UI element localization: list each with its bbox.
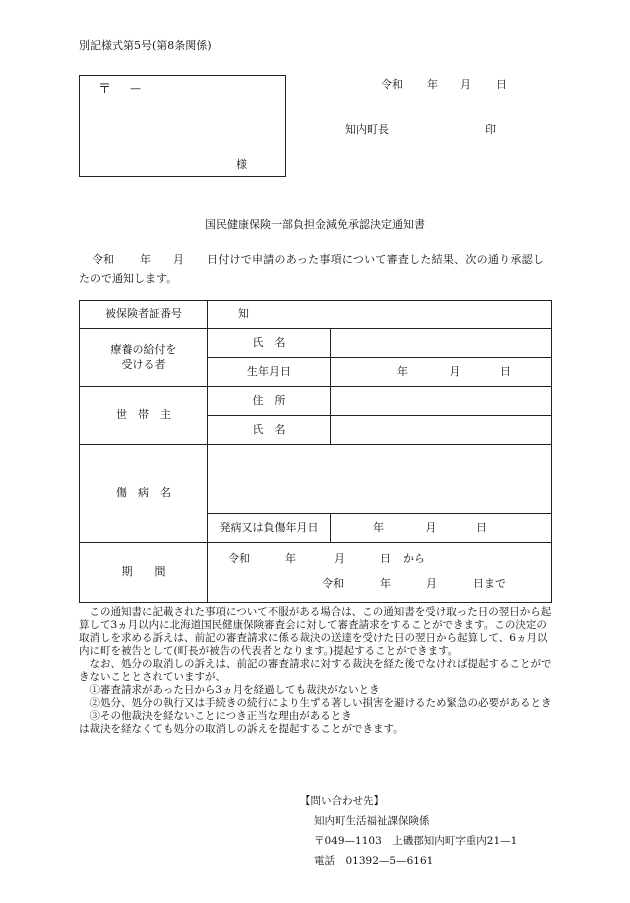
intro-era: 令和: [92, 253, 114, 266]
postal-mark: 〒: [98, 82, 112, 97]
dob-year: 年: [397, 364, 408, 378]
dob-month: 月: [449, 364, 461, 378]
recipient-address-box: [79, 75, 286, 177]
dob-label: 生年月日: [208, 358, 331, 387]
illness-value: [208, 445, 552, 514]
period-value: [208, 543, 552, 603]
period-from-year: 年: [285, 552, 296, 565]
intro-year: 年: [140, 253, 151, 266]
illness-label: 傷 病 名: [80, 445, 208, 543]
contact-block: [300, 791, 517, 871]
notice-paragraph-1: この通知書に記載された事項について不服がある場合は、この通知書を受け取った日の翌日から起算して3ヵ月以内に北海道国民健康保険審査会に対して審査請求をすることができます。この決定の取消しを求める訴えは、前記の審査請求に係る裁決の送達を受けた日の翌日から起算して、6ヵ月以内に町を被告として(町長が被告の代表者となります。)提起することができます。: [79, 606, 552, 657]
hh-address-label: 住 所: [208, 387, 331, 416]
document-title: 国民健康保険一部負担金減免承認決定通知書: [205, 218, 425, 231]
hh-name-value: [331, 416, 552, 445]
care-recipient-label-line2: 受ける者: [121, 357, 166, 371]
contact-address: 〒049—1103 上磯郡知内町字重内21—1: [314, 835, 518, 847]
hh-name-label: 氏 名: [208, 416, 331, 445]
intro-month: 月: [173, 253, 184, 266]
dob-day: 日: [500, 364, 511, 378]
period-from-suffix: から: [403, 552, 425, 565]
onset-day: 日: [476, 520, 487, 534]
period-to-era: 令和: [322, 577, 344, 590]
sender-title: 知内町長: [345, 123, 389, 136]
seal-mark: 印: [485, 123, 496, 136]
insured-number-value: [208, 301, 552, 329]
period-to-month: 月: [426, 577, 437, 590]
form-reference: 別記様式第5号(第8条関係): [79, 39, 212, 52]
honorific-sama: 様: [236, 158, 247, 171]
period-from-era: 令和: [228, 552, 250, 565]
notice-closing: は裁決を経なくても処分の取消しの訴えを提起することができます。: [79, 723, 404, 735]
notice-item-2: ②処分、処分の執行又は手続きの続行により生ずる著しい損害を避けるため緊急の必要があるとき: [89, 697, 552, 709]
issue-date-year: 年: [427, 78, 438, 91]
onset-month: 月: [425, 520, 437, 534]
appeal-notice: [79, 606, 553, 736]
period-from-day: 日: [380, 552, 391, 565]
hh-address-value: [331, 387, 552, 416]
care-recipient-label-line1: 療養の給付を: [110, 343, 177, 357]
period-label: 期 間: [80, 543, 208, 603]
insured-number-label: 被保険者証番号: [80, 301, 208, 329]
issue-date-era: 令和: [381, 78, 403, 91]
issue-date-month: 月: [460, 78, 471, 91]
recipient-name-label: 氏 名: [208, 329, 331, 358]
recipient-name-value: [331, 329, 552, 358]
onset-year: 年: [373, 520, 384, 534]
period-to-day: 日まで: [473, 577, 506, 590]
care-recipient-label: [80, 329, 208, 387]
onset-date-label: 発病又は負傷年月日: [208, 514, 331, 543]
intro-text-line2: たので通知します。: [79, 272, 178, 285]
household-head-label: 世 帯 主: [80, 387, 208, 445]
contact-department: 知内町生活福祉課保険係: [314, 815, 430, 827]
period-from-month: 月: [334, 552, 345, 565]
notice-item-1: ①審査請求があった日から3ヵ月を経過しても裁決がないとき: [89, 684, 380, 696]
insured-number-prefix: 知: [238, 307, 249, 321]
issue-date-day: 日: [496, 78, 507, 91]
notice-paragraph-2: なお、処分の取消しの訴えは、前記の審査請求に対する裁決を経た後でなければ提起することができないこととされていますが、: [79, 658, 552, 683]
approval-form-table: [79, 300, 552, 603]
notice-item-3: ③その他裁決を経ないことにつき正当な理由があるとき: [89, 710, 352, 722]
contact-phone: 電話 01392—5—6161: [314, 855, 434, 867]
dob-value: [331, 358, 552, 387]
postal-dash: —: [130, 82, 141, 95]
onset-date-value: [331, 514, 552, 543]
period-to-year: 年: [380, 577, 391, 590]
intro-text-line1: 日付けで申請のあった事項について審査した結果、次の通り承認し: [207, 253, 545, 266]
contact-heading: 【問い合わせ先】: [300, 795, 384, 807]
